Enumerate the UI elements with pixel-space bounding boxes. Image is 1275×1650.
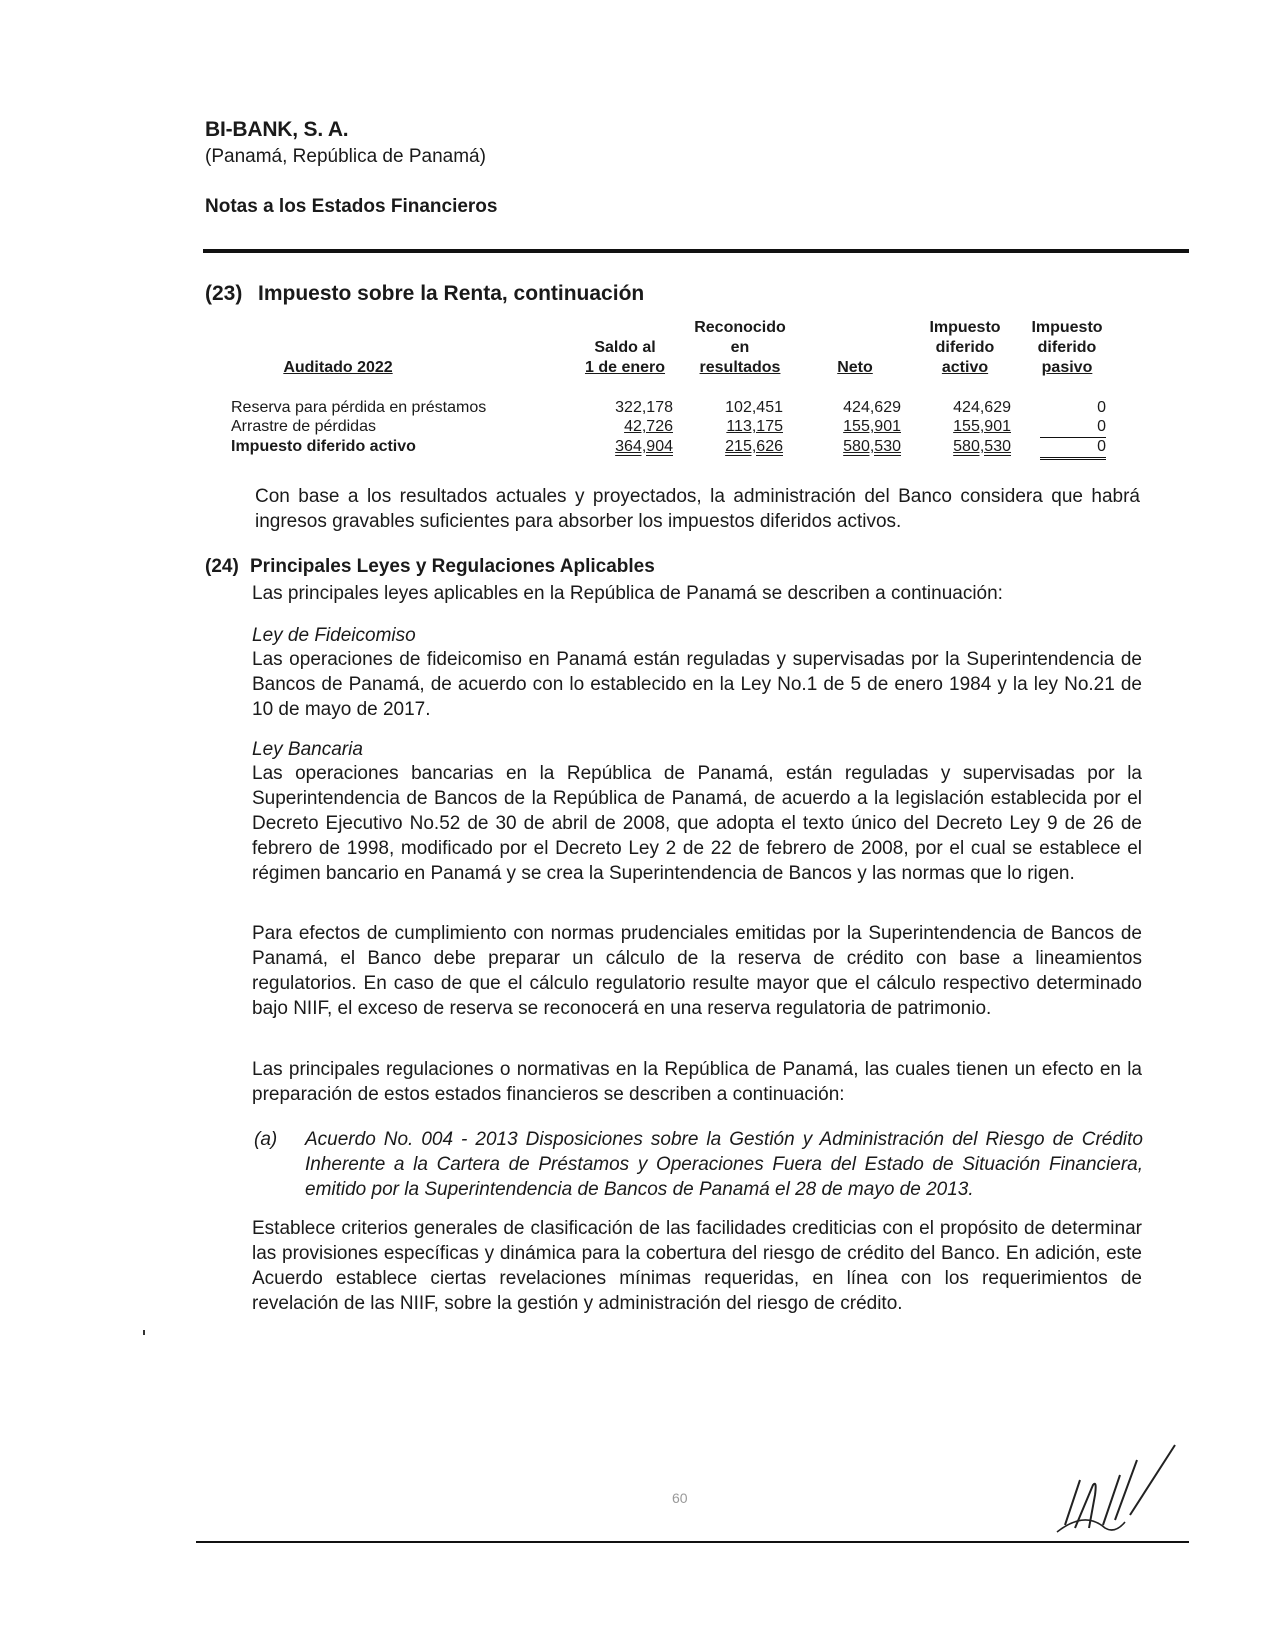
row-label: Arrastre de pérdidas [231,418,376,435]
section-23-paragraph: Con base a los resultados actuales y proyectados, la administración del Banco considera que habrá ingresos gravables suficientes para absorber los impuestos diferidos activos. [255,486,1140,532]
cell-value: 113,175 [726,418,783,435]
section-23-number: (23) [205,282,243,305]
section-24-intro: Las principales leyes aplicables en la República de Panamá se describen a continuación: [252,583,1003,604]
cell-total: 580,530 [953,438,1011,455]
signature-icon [1045,1440,1185,1545]
section-23-title: Impuesto sobre la Renta, continuación [258,282,645,305]
footer-rule [196,1541,1189,1543]
cell-total: 580,530 [843,438,901,455]
header-rule [203,249,1189,253]
item-a-label: (a) [254,1129,278,1150]
cell-value: 322,178 [615,399,673,416]
prudential-paragraph: Para efectos de cumplimiento con normas prudenciales emitidas por la Superintendencia de Bancos de Panamá, el Banco debe preparar un cálculo de la reserva de crédito con base a lineamientos regulatorios. En caso de que el cálculo regulatorio resulte mayor que el cálculo respectivo determinado bajo NIIF, el exceso de reserva se reconocerá en una reserva regulatoria de patrimonio. [252,923,1142,1019]
cell-total: 364,904 [615,438,673,455]
cell-value: 42,726 [624,418,673,435]
cell-total: 0 [1040,437,1106,460]
cell-value: 424,629 [843,399,901,416]
col-header-saldo: Saldo al 1 de enero [584,339,666,376]
cell-value: 424,629 [953,399,1011,416]
section-24-title: Principales Leyes y Regulaciones Aplicables [250,556,655,577]
cell-total: 215,626 [725,438,783,455]
col-header-neto: Neto [837,359,873,376]
cell-value: 155,901 [953,418,1011,435]
table-label-header: Auditado 2022 [283,359,393,376]
ley-bancaria-title: Ley Bancaria [252,739,363,760]
regulations-intro: Las principales regulaciones o normativas en la República de Panamá, las cuales tienen un efecto en la preparación de estos estados financieros se describen a continuación: [252,1059,1142,1105]
row-label: Reserva para pérdida en préstamos [231,399,487,416]
item-a-description: Establece criterios generales de clasificación de las facilidades crediticias con el propósito de determinar las provisiones específicas y dinámica para la cobertura del riesgo de crédito del Banco. En adición, este Acuerdo establece ciertas revelaciones mínimas requeridas, en línea con los requerimientos de revelación de las NIIF, sobre la gestión y administración del riesgo de crédito. [252,1218,1142,1314]
col-header-reconocido: Reconocido en resultados [694,319,786,376]
row-label-total: Impuesto diferido activo [231,438,416,455]
col-header-activo: Impuesto diferido activo [929,319,1001,376]
ley-fideicomiso-text: Las operaciones de fideicomiso en Panamá están reguladas y supervisadas por la Superintendencia de Bancos de Panamá, de acuerdo con lo establecido en la Ley No.1 de 5 de enero 1984 y la ley No.21 de 10 de mayo de 2017. [252,649,1142,720]
company-name: BI-BANK, S. A. [205,118,349,141]
cell-value: 0 [1097,399,1106,416]
item-a-text: Acuerdo No. 004 - 2013 Disposiciones sobre la Gestión y Administración del Riesgo de Crédito Inherente a la Cartera de Préstamos y Operaciones Fuera del Estado de Situación Financiera, emitido por la Superintendencia de Bancos de Panamá el 28 de mayo de 2013. [305,1129,1143,1200]
scan-mark [143,1330,145,1335]
cell-value: 0 [1040,417,1106,438]
section-24-number: (24) [205,556,239,577]
company-location: (Panamá, República de Panamá) [205,146,486,167]
col-header-pasivo: Impuesto diferido pasivo [1031,319,1103,376]
page-number: 60 [672,1490,688,1506]
notes-title: Notas a los Estados Financieros [205,196,498,217]
cell-value: 155,901 [843,418,901,435]
ley-fideicomiso-title: Ley de Fideicomiso [252,625,416,646]
cell-value: 102,451 [725,399,783,416]
ley-bancaria-text: Las operaciones bancarias en la República de Panamá, están reguladas y supervisadas por la Superintendencia de Bancos de la República de Panamá, de acuerdo a la legislación establecida por el Decreto Ejecutivo No.52 de 30 de abril de 2008, que adopta el texto único del Decreto Ley 9 de 26 de febrero de 1998, modificado por el Decreto Ley 2 de 22 de febrero de 2008, por el cual se establece el régimen bancario en Panamá y se crea la Superintendencia de Bancos y las normas que lo rigen. [252,763,1142,884]
